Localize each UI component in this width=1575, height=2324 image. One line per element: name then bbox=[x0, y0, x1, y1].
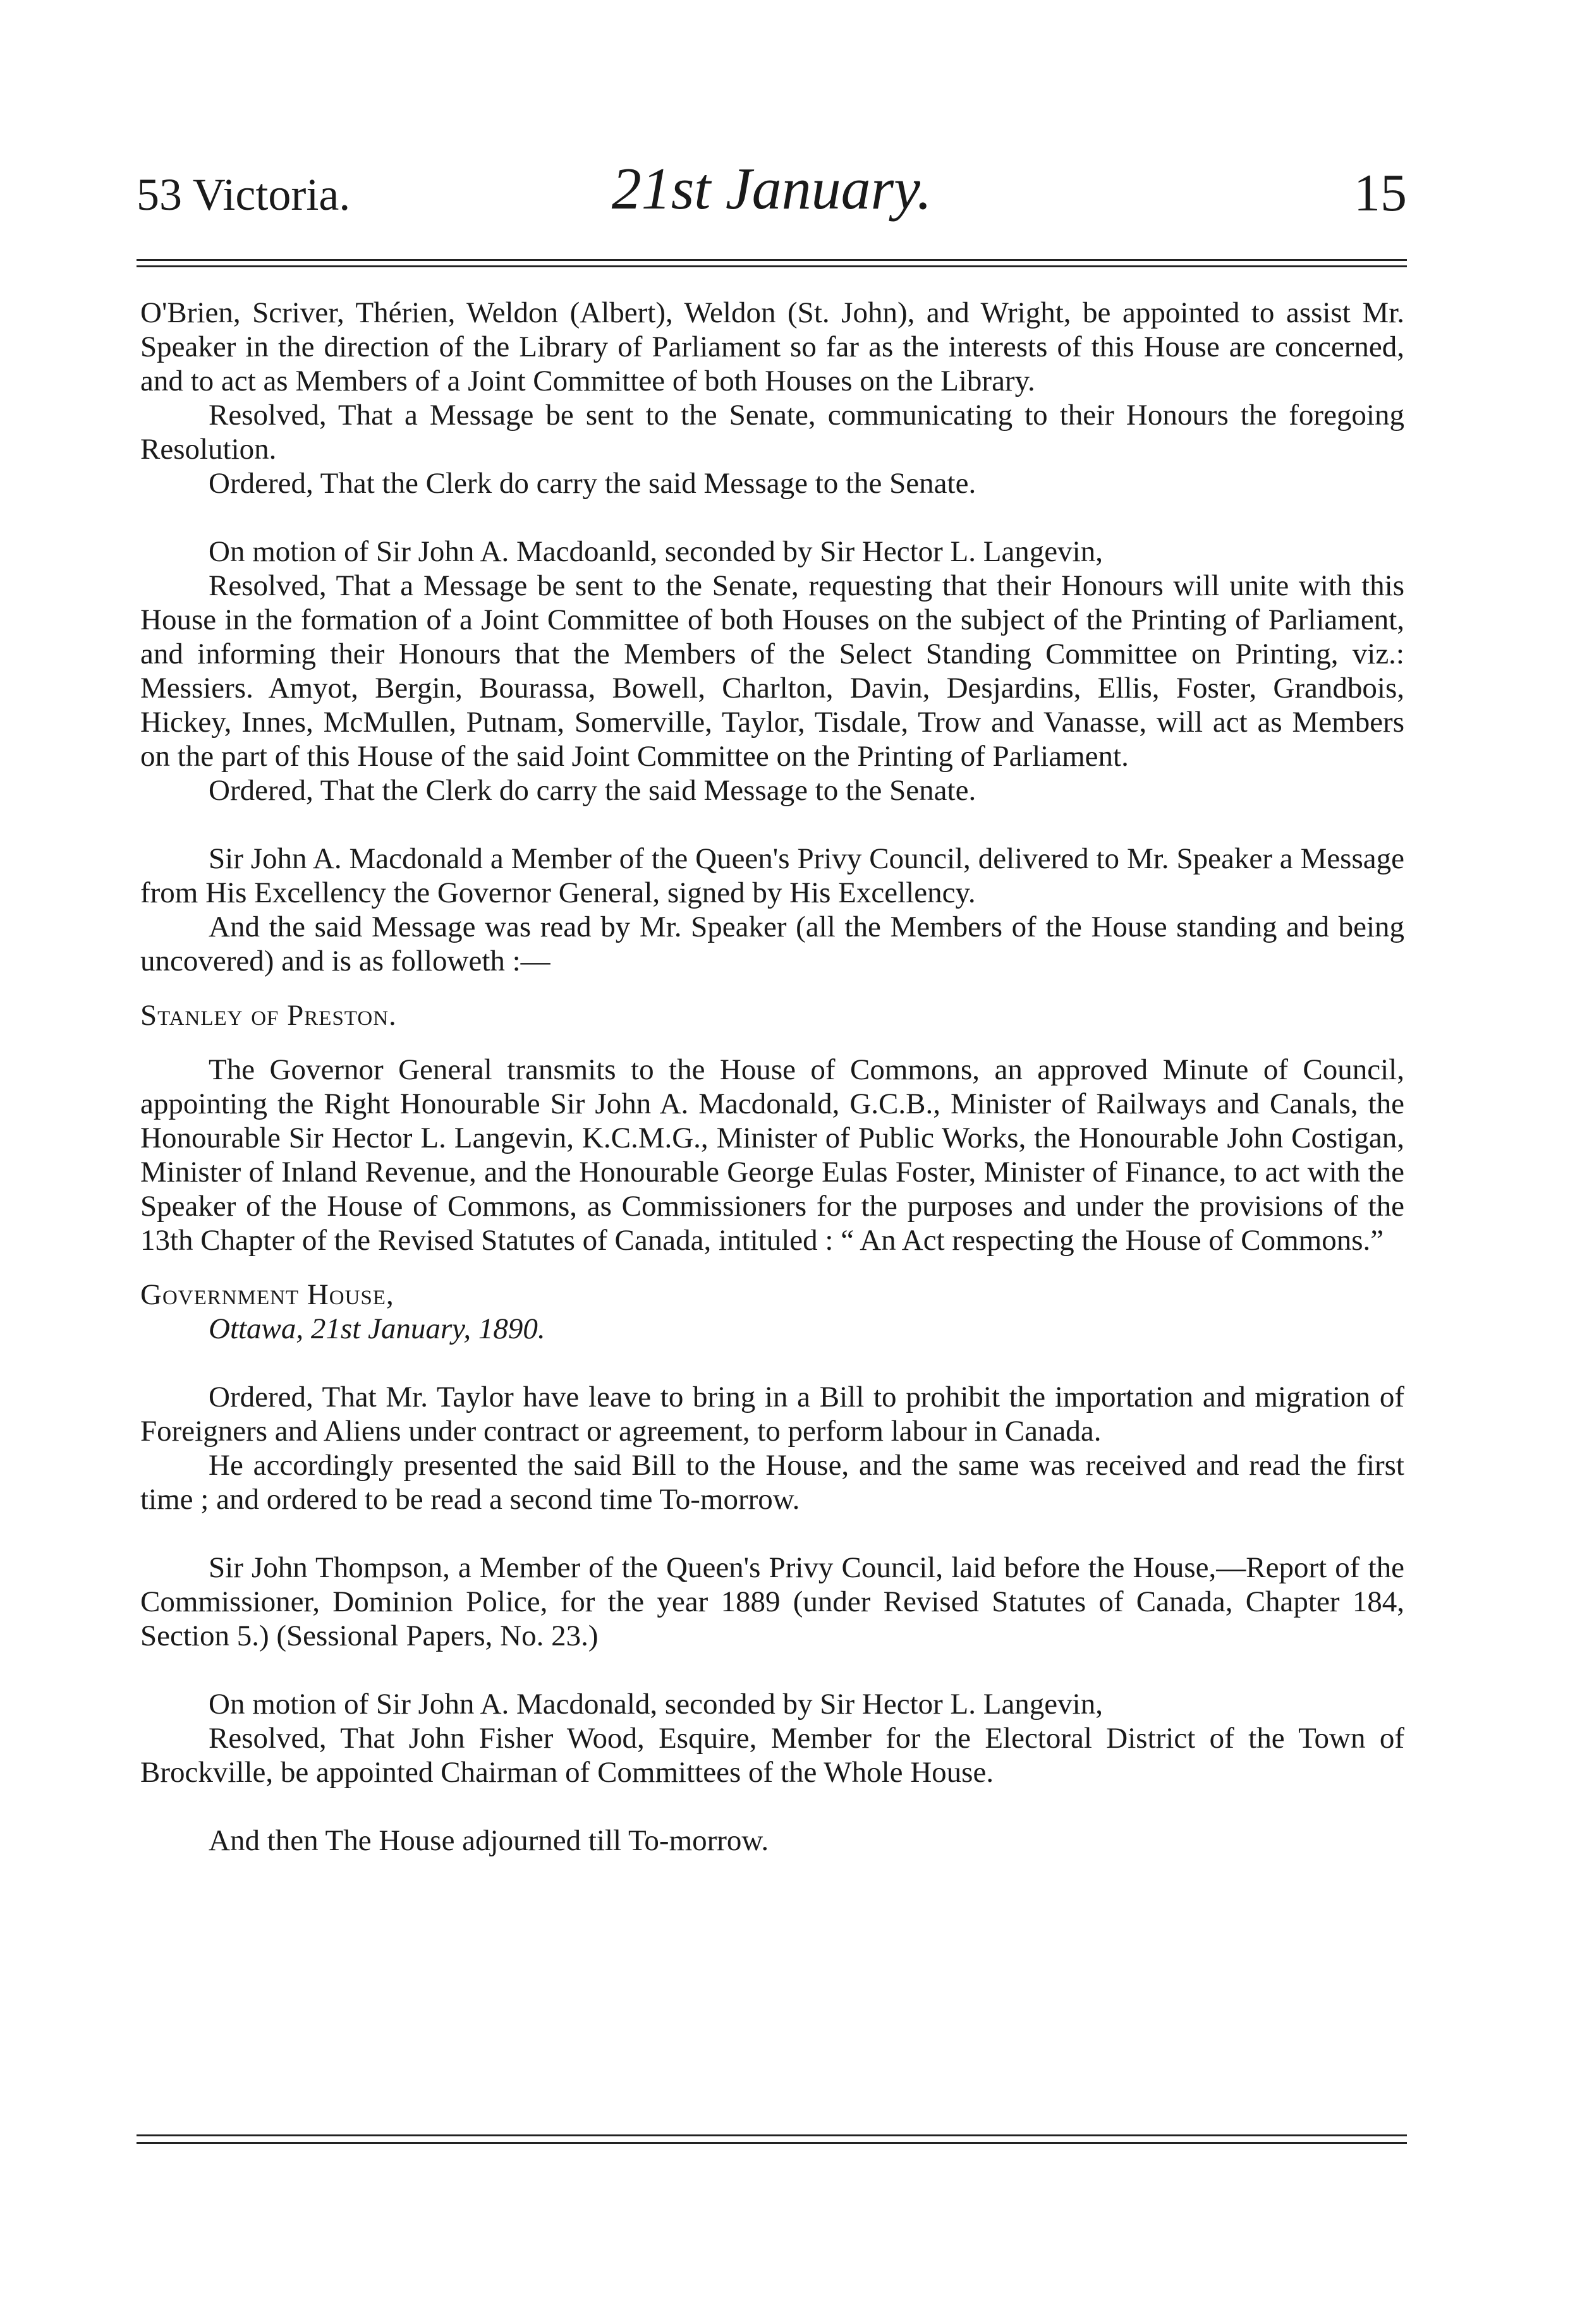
paragraph-message-delivered: Sir John A. Macdonald a Member of the Queen's Privy Council, delivered to Mr. Speaker a Message from His Excellency the Governor General, signed by His Excellency. bbox=[140, 842, 1404, 909]
date-line: Ottawa, 21st January, 1890. bbox=[209, 1312, 545, 1345]
paragraph-bill-leave: Ordered, That Mr. Taylor have leave to bring in a Bill to prohibit the importation and migration of Foreigners and Aliens under contract or agreement, to perform labour in Canada. bbox=[140, 1381, 1404, 1448]
paragraph-resolved-message: Resolved, That a Message be sent to the Senate, communicating to their Honours the foregoing Resolution. bbox=[140, 399, 1404, 466]
paragraph-report-laid: Sir John Thompson, a Member of the Queen's Privy Council, laid before the House,—Report of the Commissioner, Dominion Police, for the year 1889 (under Revised Statutes of Canada, Chapter 184, Section 5.) (Sessional Papers, No. 23.) bbox=[140, 1551, 1404, 1652]
paragraph-committee-members: O'Brien, Scriver, Thérien, Weldon (Albert), Weldon (St. John), and Wright, be appointed to assist Mr. Speaker in the direction of the Library of Parliament so far as the interests of this House are concerned, and to act as Members of a Joint Committee of both Houses on the Library. bbox=[140, 296, 1404, 397]
place-line: Government House, bbox=[140, 1278, 394, 1311]
page-header bbox=[137, 155, 1407, 231]
paragraph-ordered-clerk: Ordered, That the Clerk do carry the said Message to the Senate. bbox=[209, 467, 976, 500]
paragraph-resolved-chairman: Resolved, That John Fisher Wood, Esquire, Member for the Electoral District of the Town of Brockville, be appointed Chairman of Committees of the Whole House. bbox=[140, 1722, 1404, 1789]
footer-rule-top bbox=[137, 2134, 1407, 2136]
session-label: 53 Victoria. bbox=[137, 169, 351, 220]
paragraph-motion-2: On motion of Sir John A. Macdonald, seconded by Sir Hector L. Langevin, bbox=[209, 1688, 1103, 1721]
header-rule-top bbox=[137, 259, 1407, 261]
paragraph-bill-presented: He accordingly presented the said Bill to the House, and the same was received and read the first time ; and ordered to be read a second time To-morrow. bbox=[140, 1449, 1404, 1516]
paragraph-ordered-clerk-2: Ordered, That the Clerk do carry the said Message to the Senate. bbox=[209, 774, 976, 807]
paragraph-motion: On motion of Sir John A. Macdoanld, seconded by Sir Hector L. Langevin, bbox=[209, 535, 1103, 568]
journal-text bbox=[140, 296, 1404, 1858]
signature-line: Stanley of Preston. bbox=[140, 999, 397, 1032]
footer-rule-bottom bbox=[137, 2142, 1407, 2144]
page-number: 15 bbox=[1354, 164, 1407, 222]
date-heading: 21st January. bbox=[611, 156, 932, 222]
paragraph-resolved-printing: Resolved, That a Message be sent to the Senate, requesting that their Honours will unite with this House in the formation of a Joint Committee of both Houses on the subject of the Printing of Parliament, and informing their Honours that the Members of the Select Standing Committee on Printing, viz.: Messiers. Amyot, Bergin, Bourassa, Bowell, Charlton, Davin, Desjardins, Ellis, Foster, Grandbois, Hickey, Innes, McMullen, Putnam, Somerville, Taylor, Tisdale, Trow and Vanasse, will act as Members on the part of this House of the said Joint Committee on the Printing of Parliament. bbox=[140, 569, 1404, 773]
paragraph-message-read: And the said Message was read by Mr. Speaker (all the Members of the House standing and being uncovered) and is as followeth :— bbox=[140, 911, 1404, 977]
header-rule-bottom bbox=[137, 265, 1407, 267]
paragraph-adjourned: And then The House adjourned till To-morrow. bbox=[209, 1824, 769, 1857]
paragraph-governor-message: The Governor General transmits to the House of Commons, an approved Minute of Council, appointing the Right Honourable Sir John A. Macdonald, G.C.B., Minister of Railways and Canals, the Honourable Sir Hector L. Langevin, K.C.M.G., Minister of Public Works, the Honourable John Costigan, Minister of Inland Revenue, and the Honourable George Eulas Foster, Minister of Finance, to act with the Speaker of the House of Commons, as Commissioners for the purposes and under the provisions of the 13th Chapter of the Revised Statutes of Canada, intituled : “ An Act respecting the House of Commons.” bbox=[140, 1053, 1404, 1257]
